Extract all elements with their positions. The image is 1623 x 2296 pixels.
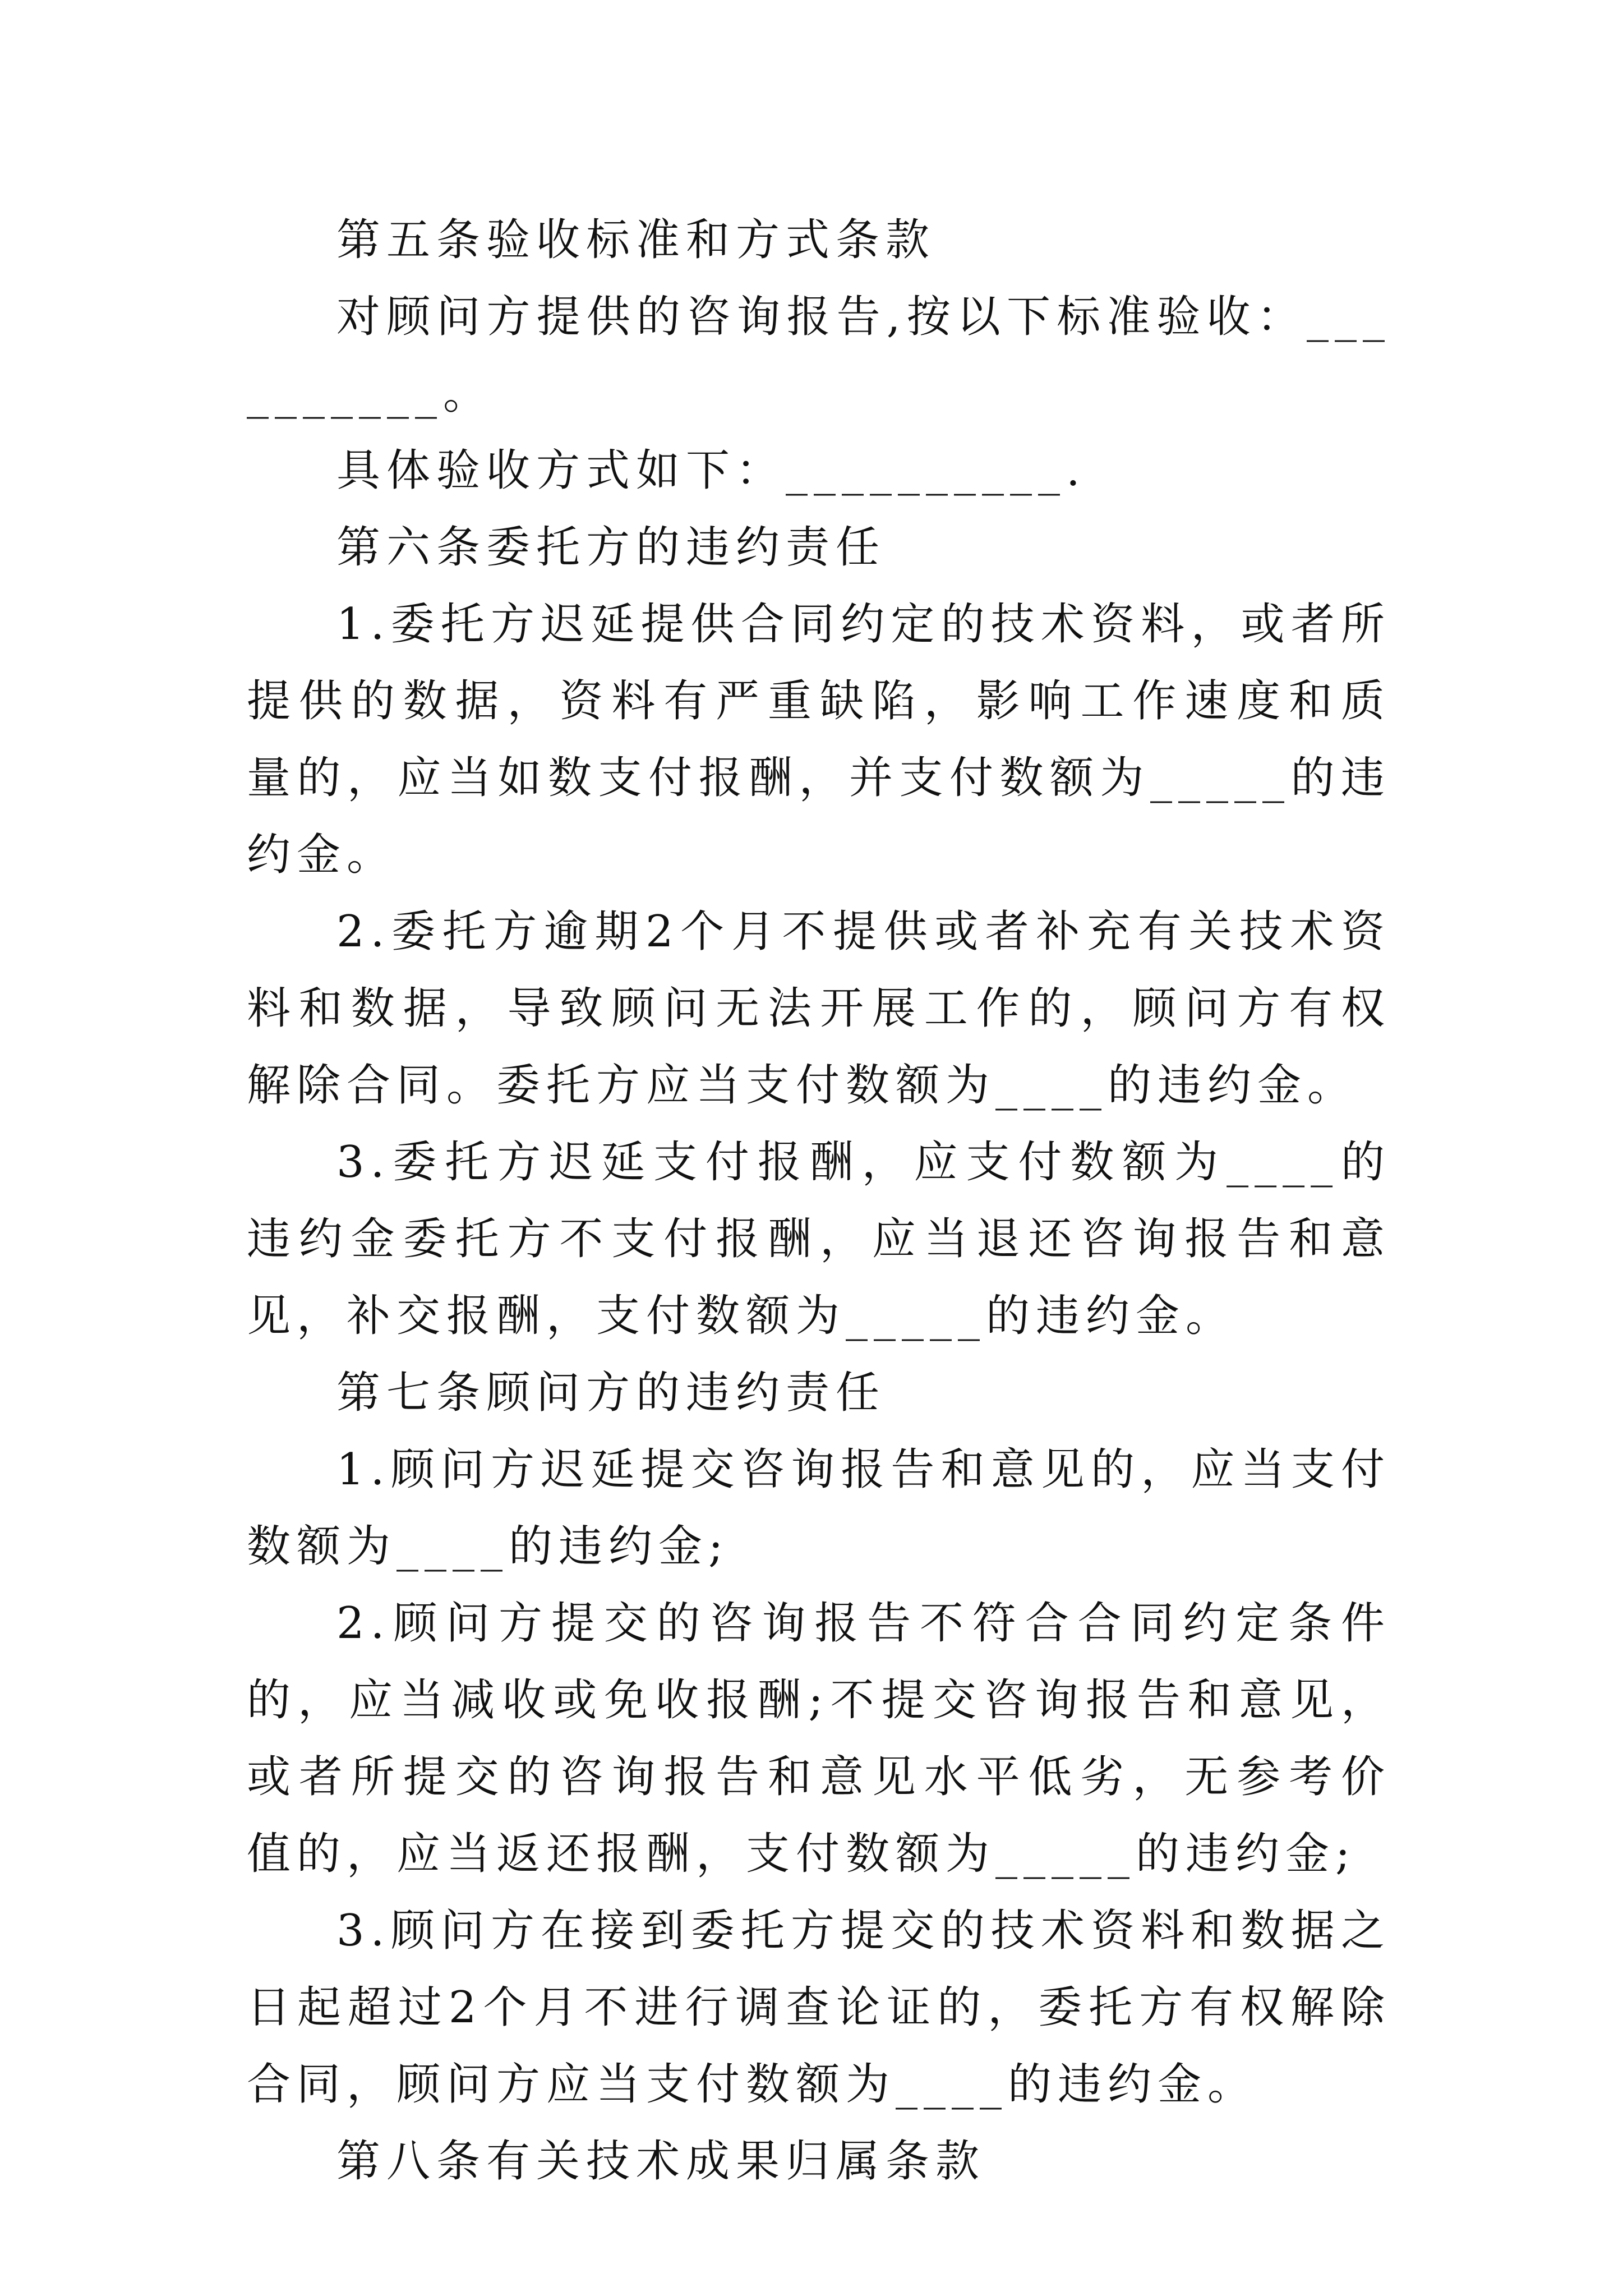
acceptance-standard-paragraph: 对顾问方提供的咨询报告,按以下标准验收：__________。 (247, 292, 1391, 419)
section-6-heading: 第六条委托方的违约责任 (336, 522, 886, 573)
document-page (247, 202, 1391, 2200)
section-7-clause-1: 1.顾问方迟延提交咨询报告和意见的，应当支付数额为____的违约金; (247, 1444, 1391, 1572)
section-8-heading: 第八条有关技术成果归属条款 (336, 2136, 986, 2187)
section-6-clause-1: 1.委托方迟延提供合同约定的技术资料，或者所提供的数据，资料有严重缺陷，影响工作速度和质量的，应当如数支付报酬，并支付数额为_____的违约金。 (247, 599, 1391, 880)
section-5-heading: 第五条验收标准和方式条款 (336, 215, 936, 265)
acceptance-method-paragraph: 具体验收方式如下：__________. (336, 445, 1086, 496)
section-6-clause-2: 2.委托方逾期2个月不提供或者补充有关技术资料和数据，导致顾问无法开展工作的，顾问方有权解除合同。委托方应当支付数额为____的违约金。 (247, 907, 1391, 1111)
section-7-clause-2: 2.顾问方提交的咨询报告不符合合同约定条件的，应当减收或免收报酬;不提交咨询报告和意见，或者所提交的咨询报告和意见水平低劣，无参考价值的，应当返还报酬，支付数额为_____的违约金; (247, 1598, 1391, 1879)
section-7-heading: 第七条顾问方的违约责任 (336, 1368, 886, 1418)
section-7-clause-3: 3.顾问方在接到委托方提交的技术资料和数据之日起超过2个月不进行调查论证的，委托方有权解除合同，顾问方应当支付数额为____的违约金。 (247, 1906, 1391, 2110)
section-6-clause-3: 3.委托方迟延支付报酬，应支付数额为____的违约金委托方不支付报酬，应当退还咨询报告和意见，补交报酬，支付数额为_____的违约金。 (247, 1137, 1391, 1341)
